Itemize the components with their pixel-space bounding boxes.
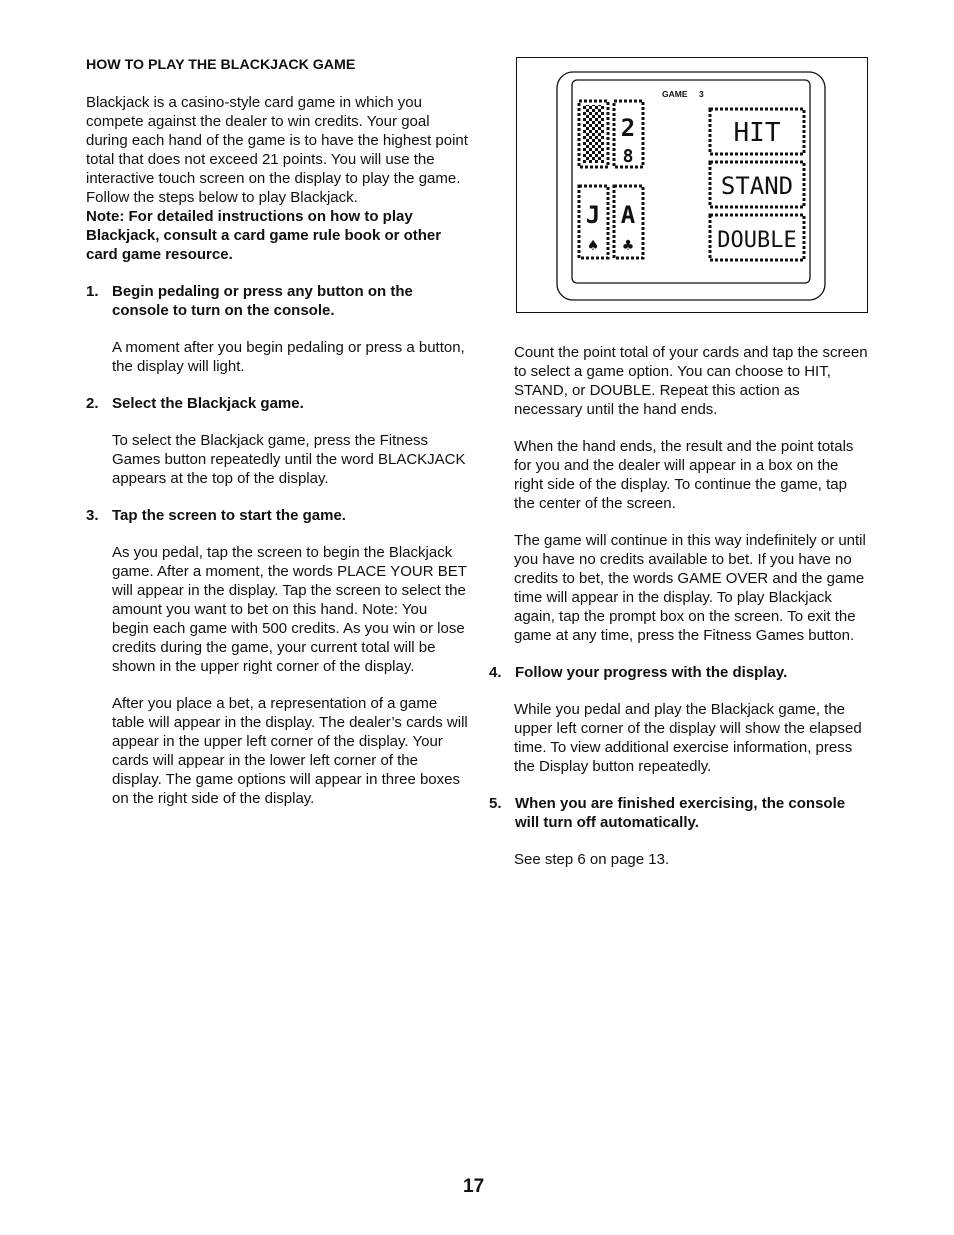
- dealer-card-value: 2: [620, 114, 636, 142]
- dealer-cards: [579, 101, 643, 167]
- spade-icon: ♠: [586, 238, 600, 254]
- step-number: 3.: [86, 507, 99, 524]
- step-2: [86, 394, 468, 413]
- game-number: 3: [699, 89, 704, 99]
- console-display-illustration: [517, 58, 869, 314]
- step-heading: Begin pedaling or press any button on the console to turn on the console.: [112, 283, 413, 319]
- step-number: 2.: [86, 395, 99, 412]
- step-paragraph: While you pedal and play the Blackjack game, the upper left corner of the display will show the elapsed time. To view additional exercise information, press the Display button repeatedly.: [514, 701, 862, 775]
- step-paragraph: Count the point total of your cards and tap the screen to select a game option. You can choose to HIT, STAND, or DOUBLE. Repeat this action as necessary until the hand ends.: [514, 344, 868, 418]
- dealer-card-back-pattern: [583, 105, 604, 163]
- step-heading: Follow your progress with the display.: [515, 664, 788, 681]
- step-paragraph: The game will continue in this way indefinitely or until you have no credits available to bet. If you have no credits to bet, the words GAME OVER and the game time will appear in the display. To play Blackjack again, tap the prompt box on the screen. To exit the game at any time, press the Fitness Games button.: [514, 532, 866, 644]
- step-paragraph: To select the Blackjack game, press the Fitness Games button repeatedly until the word BLACKJACK appears at the top of the display.: [112, 432, 466, 487]
- club-icon: ♣: [621, 238, 635, 254]
- dealer-card-value: 8: [622, 146, 634, 167]
- double-option[interactable]: [710, 215, 804, 260]
- step-paragraph: A moment after you begin pedaling or press a button, the display will light.: [112, 339, 465, 375]
- note-paragraph: Note: For detailed instructions on how to play Blackjack, consult a card game rule book or other card game resource.: [86, 208, 442, 263]
- step-heading: Select the Blackjack game.: [112, 395, 304, 412]
- player-card-value: A: [620, 201, 636, 229]
- step-paragraph: After you place a bet, a representation of a game table will appear in the display. The dealer’s cards will appear in the upper left corner of the display. Your cards will appear in the lower left corner of the display. The game options will appear in three boxes on the right side of the display.: [112, 695, 468, 807]
- step-heading: Tap the screen to start the game.: [112, 507, 346, 524]
- console-display-figure: [516, 57, 868, 313]
- step-3: [86, 506, 468, 525]
- left-column: [86, 56, 468, 808]
- player-card-value: J: [585, 201, 601, 229]
- step-heading: When you are finished exercising, the console will turn off automatically.: [515, 795, 846, 831]
- hit-label[interactable]: HIT: [733, 118, 781, 148]
- stand-option[interactable]: [710, 162, 804, 207]
- step-4: [489, 663, 869, 682]
- step-number: 4.: [489, 664, 502, 681]
- double-label[interactable]: DOUBLE: [717, 228, 797, 253]
- step-paragraph: See step 6 on page 13.: [514, 851, 670, 868]
- step-5: [489, 794, 869, 832]
- step-1: [86, 282, 468, 320]
- intro-paragraph: Blackjack is a casino-style card game in which you compete against the dealer to win credits. Your goal during each hand of the game is to have the highest point total that does not exceed 21 points. You will use the interactive touch screen on the display to play the game. Follow the steps below to play Blackjack.: [86, 94, 468, 206]
- game-label: GAME: [662, 89, 688, 99]
- step-paragraph: When the hand ends, the result and the point totals for you and the dealer will appear in a box on the right side of the display. To continue the game, tap the center of the screen.: [514, 438, 854, 512]
- step-paragraph: As you pedal, tap the screen to begin the Blackjack game. After a moment, the words PLACE YOUR BET will appear in the display. Tap the screen to select the amount you want to bet on this hand. Note: You begin each game with 500 credits. As you win or lose credits during the game, your current total will be shown in the upper right corner of the display.: [112, 544, 467, 675]
- step-number: 5.: [489, 795, 502, 812]
- hit-option[interactable]: [710, 109, 804, 154]
- section-title: HOW TO PLAY THE BLACKJACK GAME: [86, 57, 356, 73]
- page-number: 17: [463, 1176, 485, 1197]
- stand-label[interactable]: STAND: [720, 172, 794, 200]
- right-column: [489, 343, 869, 869]
- step-number: 1.: [86, 283, 99, 300]
- player-cards: [579, 186, 643, 258]
